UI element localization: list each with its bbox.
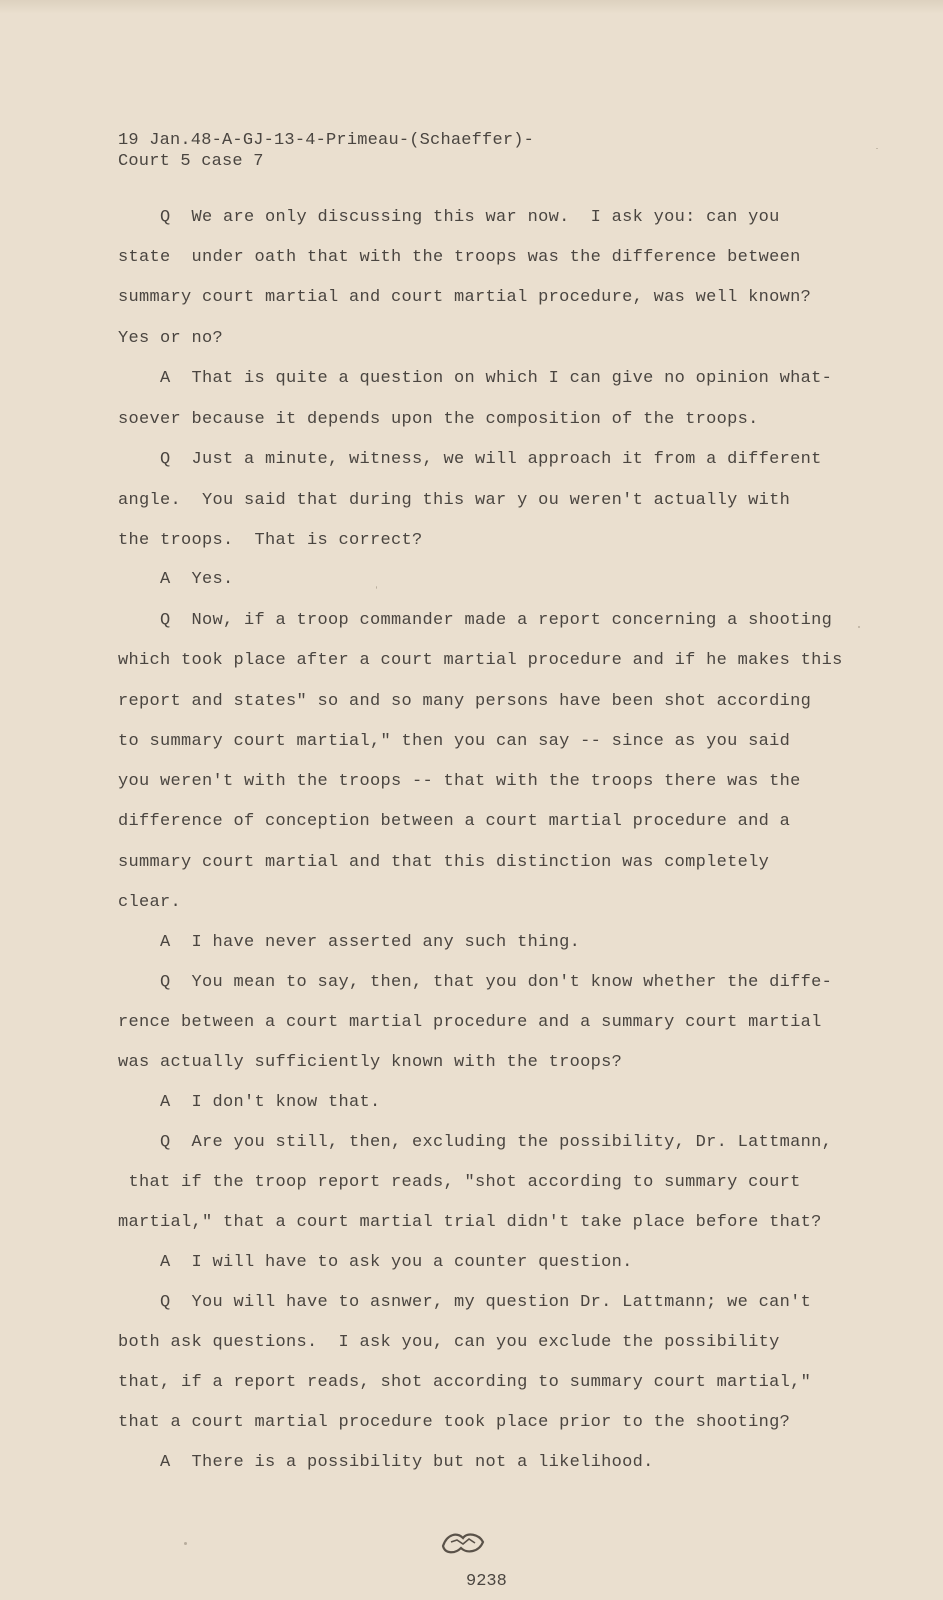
header-court-case-line: Court 5 case 7 [118, 152, 264, 171]
transcript-line: Q Are you still, then, excluding the possibility, Dr. Lattmann, [118, 1133, 833, 1152]
transcript-line: that a court martial procedure took place prior to the shooting? [118, 1413, 791, 1432]
transcript-line: Q Now, if a troop commander made a report concerning a shooting [118, 611, 833, 630]
transcript-line: A I don't know that. [118, 1093, 381, 1112]
transcript-line: Q We are only discussing this war now. I ask you: can you [118, 208, 780, 227]
transcript-line: A I have never asserted any such thing. [118, 933, 581, 952]
transcript-line: A I will have to ask you a counter question. [118, 1253, 633, 1272]
paper-speck [858, 626, 860, 628]
transcript-line: Q You will have to asnwer, my question Dr. Lattmann; we can't [118, 1293, 812, 1312]
transcript-line: both ask questions. I ask you, can you exclude the possibility [118, 1333, 780, 1352]
transcript-line: A That is quite a question on which I can give no opinion what- [118, 369, 833, 388]
paper-speck [376, 586, 377, 589]
transcript-line: the troops. That is correct? [118, 531, 423, 550]
transcript-line: A Yes. [118, 570, 234, 589]
transcript-line: report and states" so and so many persons have been shot according [118, 692, 812, 711]
document-header [118, 130, 534, 172]
header-reference-line: 19 Jan.48-A-GJ-13-4-Primeau-(Schaeffer)- [118, 131, 535, 150]
transcript-line: difference of conception between a court martial procedure and a [118, 812, 791, 831]
transcript-line: A There is a possibility but not a likelihood. [118, 1453, 654, 1472]
ink-stamp-mark [437, 1528, 489, 1558]
paper-speck [876, 148, 878, 149]
transcript-line: was actually sufficiently known with the troops? [118, 1053, 623, 1072]
transcript-line: Q You mean to say, then, that you don't know whether the diffe- [118, 973, 833, 992]
transcript-line: soever because it depends upon the composition of the troops. [118, 410, 759, 429]
transcript-line: to summary court martial," then you can say -- since as you said [118, 732, 791, 751]
transcript-line: summary court martial and that this distinction was completely [118, 853, 770, 872]
transcript-line: Q Just a minute, witness, we will approach it from a different [118, 450, 822, 469]
transcript-line: martial," that a court martial trial didn't take place before that? [118, 1213, 822, 1232]
transcript-line: summary court martial and court martial procedure, was well known? [118, 288, 812, 307]
transcript-line: that, if a report reads, shot according to summary court martial," [118, 1373, 812, 1392]
transcript-line: rence between a court martial procedure and a summary court martial [118, 1013, 822, 1032]
transcript-line: you weren't with the troops -- that with the troops there was the [118, 772, 801, 791]
transcript-line: Yes or no? [118, 329, 224, 348]
transcript-line: state under oath that with the troops was the difference between [118, 248, 801, 267]
transcript-line: which took place after a court martial procedure and if he makes this [118, 651, 843, 670]
transcript-line: clear. [118, 893, 182, 912]
paper-speck [184, 1542, 187, 1545]
transcript-line: angle. You said that during this war y ou weren't actually with [118, 491, 791, 510]
page-number: 9238 [466, 1572, 507, 1591]
transcript-line: that if the troop report reads, "shot according to summary court [118, 1173, 801, 1192]
